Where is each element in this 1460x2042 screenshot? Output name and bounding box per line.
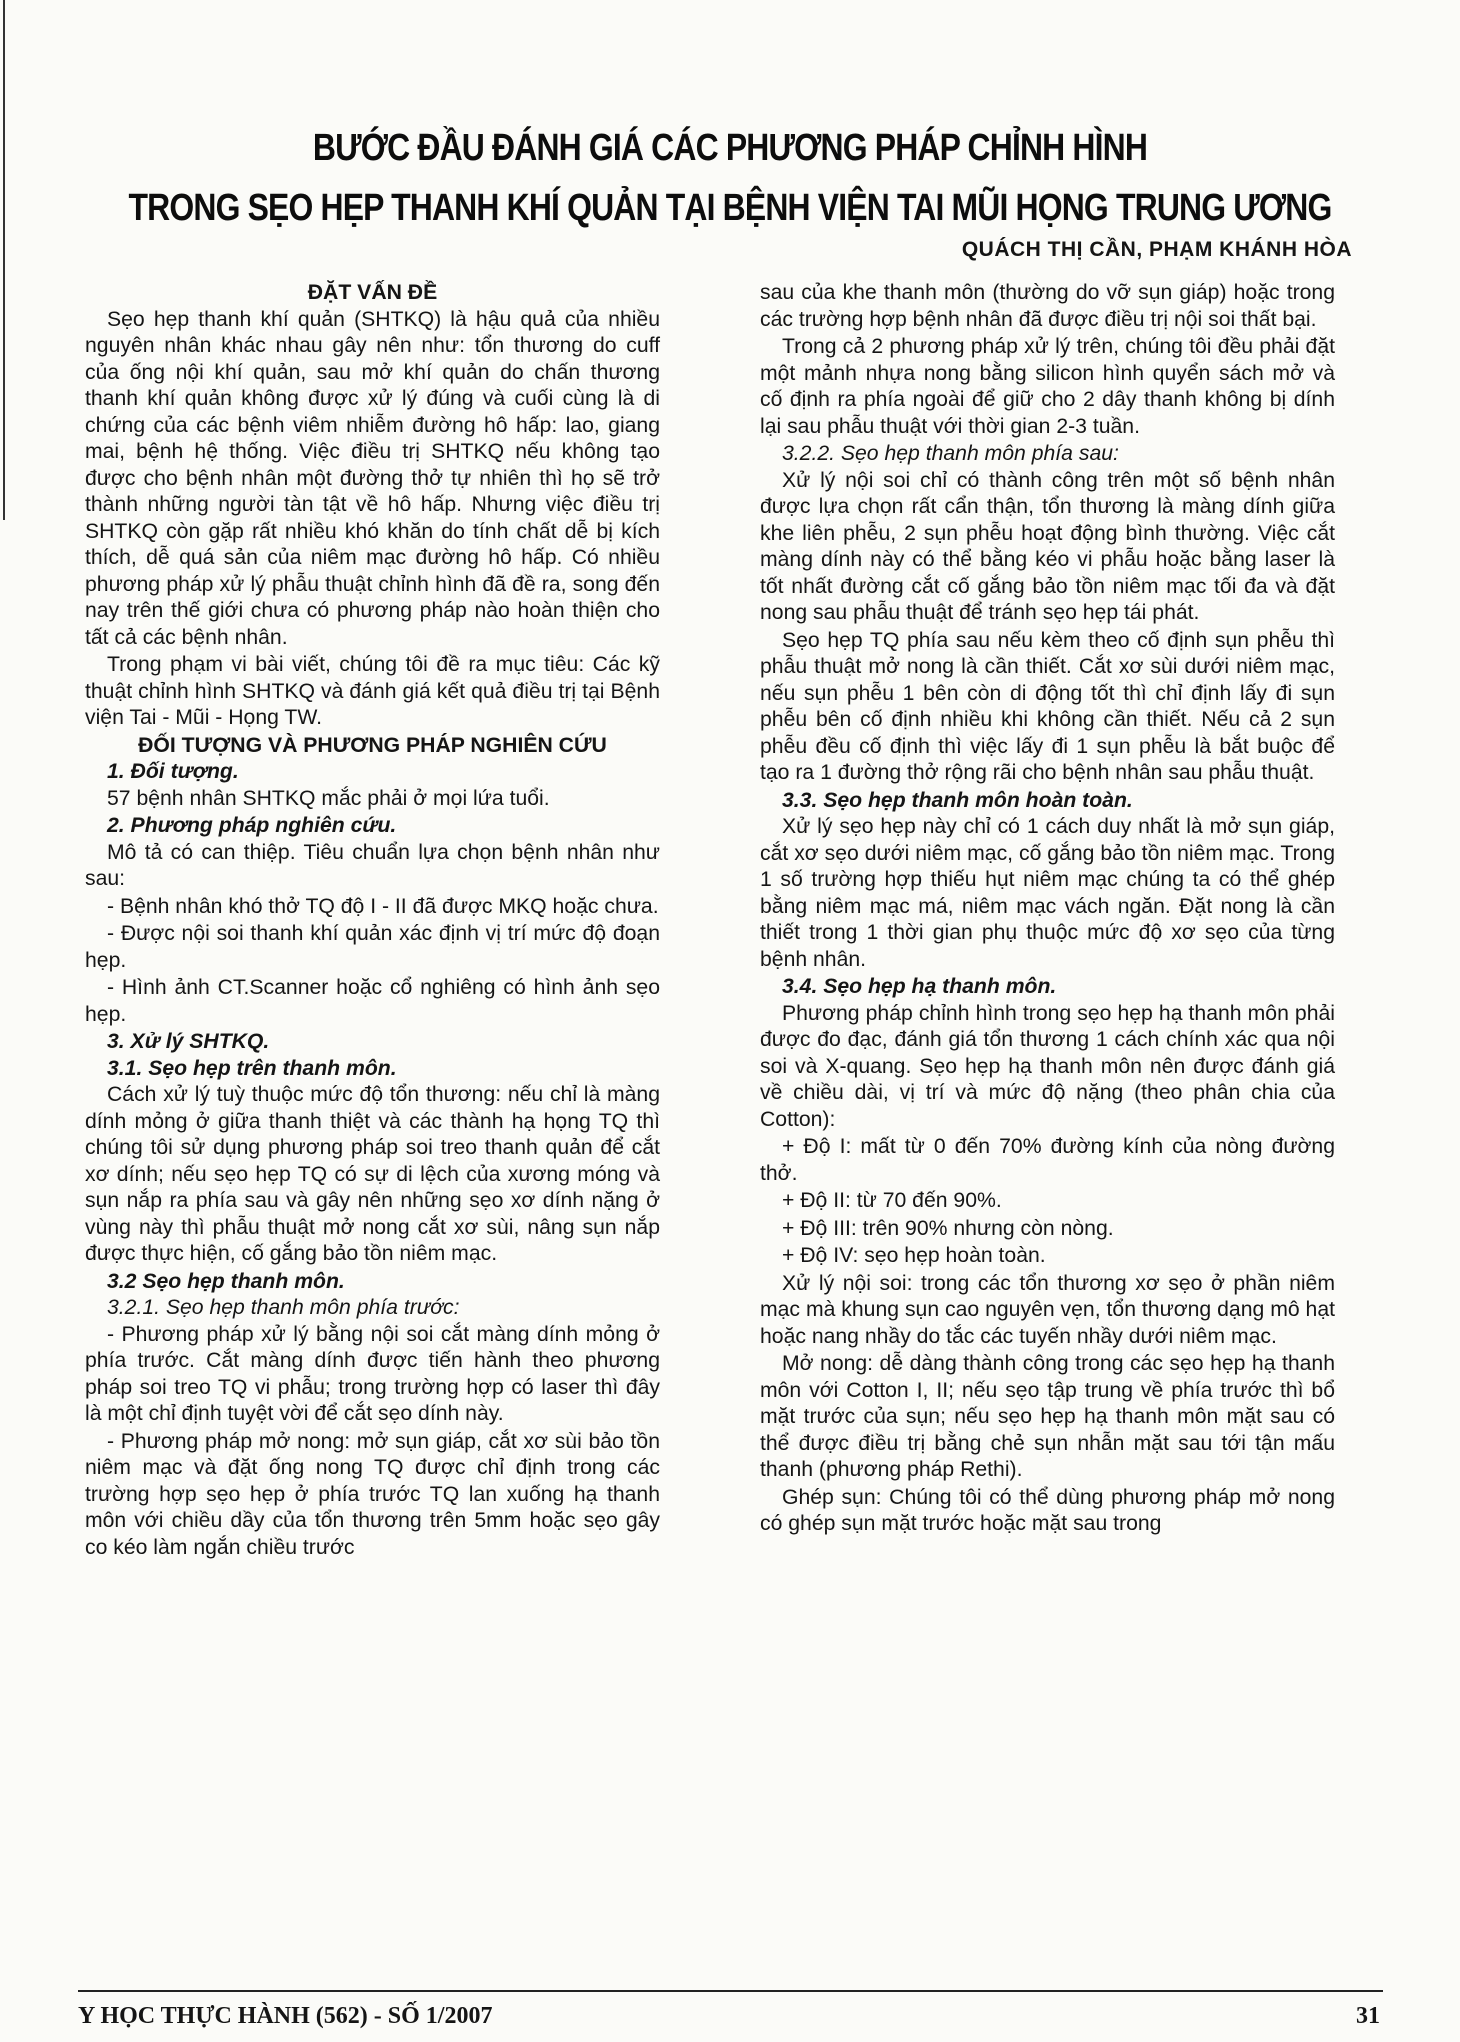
subheading-anterior: 3.2.1. Sẹo hẹp thanh môn phía trước: xyxy=(107,1296,460,1319)
paragraph: Mở nong: dễ dàng thành công trong các sẹo hẹp hạ thanh môn với Cotton I, II; nếu sẹo tập trung về phía trước thì bổ mặt trước của sụn; nếu sẹo hẹp hạ thanh môn mặt sau có thể được điều trị bằng chẻ sụn nhẫn mặt sau tới tận mấu thanh (phương pháp Rethi). xyxy=(760,1352,1335,1481)
heading-intro: ĐẶT VẤN ĐỀ xyxy=(307,281,438,304)
title-line-2: TRONG SẸO HẸP THANH KHÍ QUẢN TẠI BỆNH VIỆN TAI MŨI HỌNG TRUNG ƯƠNG xyxy=(128,187,1332,229)
margin-rule xyxy=(3,0,5,520)
paragraph: - Phương pháp xử lý bằng nội soi cắt màng dính mỏng ở phía trước. Cắt màng dính được tiến hành theo phương pháp soi treo TQ vi phẫu; trong trường hợp có laser thì đây là một chỉ định tuyệt vời để cắt sẹo dính này. xyxy=(85,1322,660,1425)
article-title xyxy=(0,118,1460,238)
paragraph: Xử lý nội soi: trong các tổn thương xơ sẹo ở phần niêm mạc mà khung sụn cao nguyên vẹn, tổn thương dạng mô hạt hoặc nang nhầy do tắc các tuyến nhầy dưới niêm mạc. xyxy=(760,1271,1335,1348)
heading-glottic: 3.2 Sẹo hẹp thanh môn. xyxy=(107,1269,345,1293)
heading-treatment: 3. Xử lý SHTKQ. xyxy=(107,1030,270,1053)
heading-complete-glottic: 3.3. Sẹo hẹp thanh môn hoàn toàn. xyxy=(782,788,1133,812)
paragraph: Trong cả 2 phương pháp xử lý trên, chúng tôi đều phải đặt một mảnh nhựa nong bằng silicon hình quyển sách mở và cố định ra phía ngoài để giữ cho 2 dây thanh không bị dính lại sau phẫu thuật với thời gian 2-3 tuần. xyxy=(760,335,1335,438)
paragraph: sau của khe thanh môn (thường do vỡ sụn giáp) hoặc trong các trường hợp bệnh nhân đã được điều trị nội soi thất bại. xyxy=(760,281,1335,331)
list-item: + Độ III: trên 90% nhưng còn nòng. xyxy=(782,1216,1114,1240)
page-number: 31 xyxy=(1356,2003,1380,2029)
paragraph: Xử lý sẹo hẹp này chỉ có 1 cách duy nhất là mở sụn giáp, cắt xơ sẹo dưới niêm mạc, cố gắng bảo tồn niêm mạc. Trong 1 số trường hợp thiếu hụt niêm mạc chúng ta có thể ghép bằng niêm mạc má, niêm mạc vách ngăn. Đặt nong là cần thiết trong 1 thời gian phụ thuộc mức độ xơ sẹo của từng bệnh nhân. xyxy=(760,815,1335,971)
title-line-1: BƯỚC ĐẦU ĐÁNH GIÁ CÁC PHƯƠNG PHÁP CHỈNH HÌNH xyxy=(312,127,1148,169)
journal-footer: Y HỌC THỰC HÀNH (562) - SỐ 1/2007 xyxy=(78,2003,493,2029)
paragraph: Ghép sụn: Chúng tôi có thể dùng phương pháp mở nong có ghép sụn mặt trước hoặc mặt sau trong xyxy=(760,1485,1335,1535)
authors: QUÁCH THỊ CẦN, PHẠM KHÁNH HÒA xyxy=(961,238,1352,261)
list-item: - Hình ảnh CT.Scanner hoặc cổ nghiêng có hình ảnh sẹo hẹp. xyxy=(85,976,660,1026)
paragraph: - Phương pháp mở nong: mở sụn giáp, cắt xơ sùi bảo tồn niêm mạc và đặt ống nong TQ được chỉ định trong các trường hợp sẹo hẹp ở phía trước TQ lan xuống hạ thanh môn với chiều dầy của tổn thương trên 5mm hoặc sẹo gây co kéo làm ngắn chiều trước xyxy=(85,1429,660,1559)
list-item: + Độ II: từ 70 đến 90%. xyxy=(782,1189,1002,1212)
paragraph: Mô tả có can thiệp. Tiêu chuẩn lựa chọn bệnh nhân như sau: xyxy=(85,840,660,890)
list-item: + Độ I: mất từ 0 đến 70% đường kính của nòng đường thở. xyxy=(760,1135,1335,1185)
paragraph: Xử lý nội soi chỉ có thành công trên một số bệnh nhân được lựa chọn rất cẩn thận, tổn thương là màng dính giữa khe liên phễu, 2 sụn phễu hoạt động bình thường. Việc cắt màng dính này có thể bằng kéo vi phẫu hoặc bằng laser là tốt nhất đường cắt cố gắng bảo tồn niêm mạc tối đa và đặt nong sau phẫu thuật để tránh sẹo hẹp tái phát. xyxy=(760,468,1335,624)
paragraph: 57 bệnh nhân SHTKQ mắc phải ở mọi lứa tuổi. xyxy=(107,786,550,810)
heading-methods: ĐỐI TƯỢNG VÀ PHƯƠNG PHÁP NGHIÊN CỨU xyxy=(138,733,607,757)
heading-subglottic: 3.4. Sẹo hẹp hạ thanh môn. xyxy=(782,975,1057,998)
list-item: - Được nội soi thanh khí quản xác định vị trí mức độ đoạn hẹp. xyxy=(85,922,660,972)
heading-research-method: 2. Phương pháp nghiên cứu. xyxy=(107,814,397,837)
footer-rule xyxy=(78,1990,1383,1992)
heading-supraglottic: 3.1. Sẹo hẹp trên thanh môn. xyxy=(107,1056,397,1080)
paragraph: Phương pháp chỉnh hình trong sẹo hẹp hạ thanh môn phải được đo đạc, đánh giá tổn thương 1 cách chính xác qua nội soi và X-quang. Sẹo hẹp hạ thanh môn nên được đánh giá về chiều dài, vị trí và mức độ nặng (theo phân chia của Cotton): xyxy=(760,1001,1335,1131)
list-item: - Bệnh nhân khó thở TQ độ I - II đã được MKQ hoặc chưa. xyxy=(107,894,659,918)
list-item: + Độ IV: sẹo hẹp hoàn toàn. xyxy=(782,1244,1046,1267)
paragraph: Trong phạm vi bài viết, chúng tôi đề ra mục tiêu: Các kỹ thuật chỉnh hình SHTKQ và đánh giá kết quả điều trị tại Bệnh viện Tai - Mũi - Họng TW. xyxy=(85,653,660,729)
paragraph: Cách xử lý tuỳ thuộc mức độ tổn thương: nếu chỉ là màng dính mỏng ở giữa thanh thiệt và các thành hạ họng TQ thì chúng tôi sử dụng phương pháp soi treo thanh quản để cắt xơ dính; nếu sẹo hẹp TQ có sự di lệch của xương móng và sụn nắp ra phía sau và gây nên những sẹo xơ dính nặng ở vùng này thì phẫu thuật mở nong cắt xơ sùi, nâng sụn nắp được thực hiện, cố gắng bảo tồn niêm mạc. xyxy=(85,1083,660,1265)
right-column xyxy=(760,280,1335,1539)
left-column xyxy=(85,280,660,1562)
heading-subjects: 1. Đối tượng. xyxy=(107,760,239,783)
paragraph: Sẹo hẹp TQ phía sau nếu kèm theo cố định sụn phễu thì phẫu thuật mở nong là cần thiết. Cắt xơ sùi dưới niêm mạc, nếu sụn phễu 1 bên còn di động tốt thì chỉ định lấy đi sụn phễu bên cố định nhiều khi không cần thiết. Nếu cả 2 sụn phễu đều cố định thì việc lấy đi 1 sụn phễu là bắt buộc để tạo ra 1 đường thở rộng rãi cho bệnh nhân sau phẫu thuật. xyxy=(760,628,1335,784)
subheading-posterior: 3.2.2. Sẹo hẹp thanh môn phía sau: xyxy=(782,442,1119,465)
paragraph: Sẹo hẹp thanh khí quản (SHTKQ) là hậu quả của nhiều nguyên nhân khác nhau gây nên như: tổn thương do cuff của ống nội khí quản, sau mở khí quản do chấn thương thanh khí quản không được xử lý đúng và cuối cùng là di chứng của các bệnh viêm nhiễm đường hô hấp: lao, giang mai, bệnh hệ thống. Việc điều trị SHTKQ nếu không tạo được cho bệnh nhân một đường thở tự nhiên thì họ sẽ trở thành những người tàn tật về hô hấp. Nhưng việc điều trị SHTKQ còn gặp rất nhiều khó khăn do tính chất dễ bị kích thích, dễ quá sản của niêm mạc đường hô hấp. Có nhiều phương pháp xử lý phẫu thuật chỉnh hình đã đề ra, song đến nay trên thế giới chưa có phương pháp nào hoàn thiện cho tất cả các bệnh nhân. xyxy=(85,307,660,649)
